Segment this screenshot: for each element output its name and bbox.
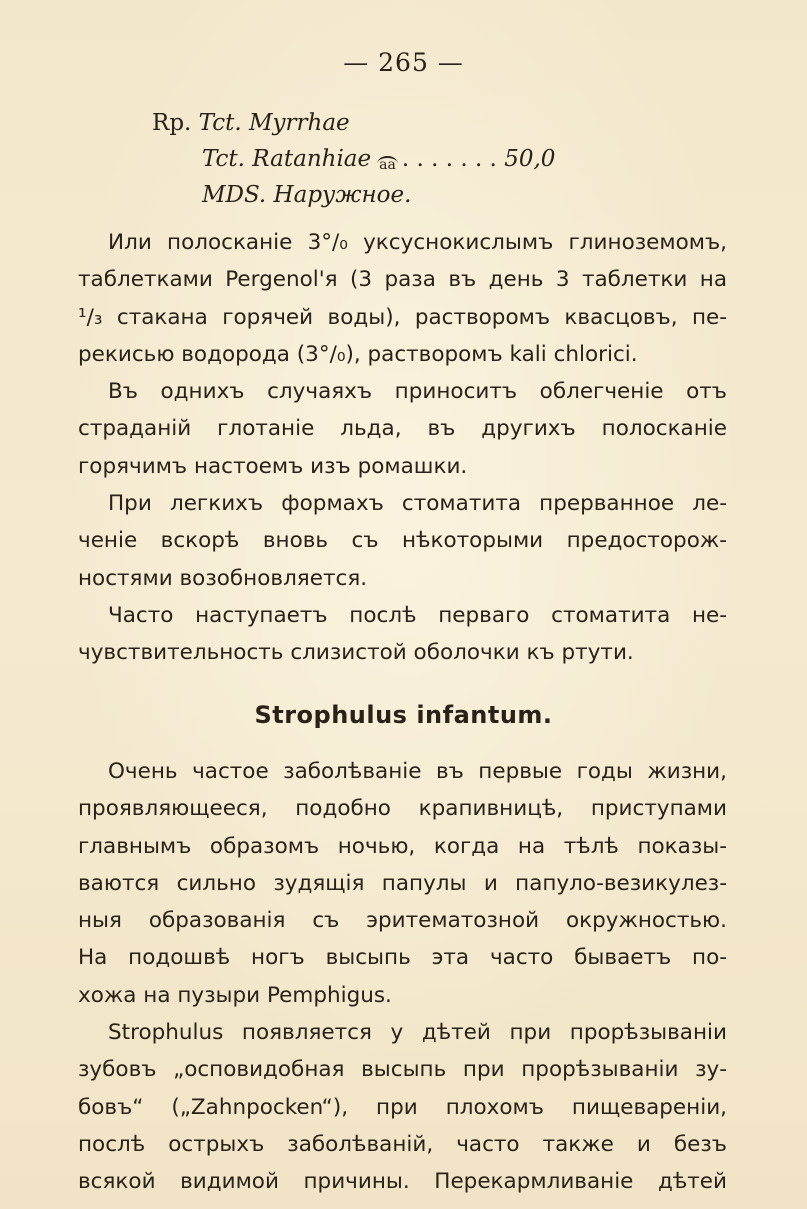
text-line: Или полосканіе 3°/₀ уксуснокислымъ глиноземомъ, [108,230,727,255]
text-line: Часто наступаетъ послѣ перваго стоматита не- [108,602,727,628]
text-line: ¹/₃ стакана горячей воды), растворомъ квасцовъ, пе- [78,304,727,330]
rp-label: Rp. [152,110,192,136]
prescription-instruction: MDS. Наружное. [202,182,412,208]
text-line: хожа на пузыри Pemphigus. [78,982,392,1008]
paragraph-causes [78,1014,727,1200]
text-line: чувствительность слизистой оболочки къ ртути. [78,640,634,666]
text-line: горячимъ настоемъ изъ ромашки. [78,453,468,479]
text-line: послѣ острыхъ заболѣваній, часто также и безъ [78,1131,727,1157]
text-line: ченіе вскорѣ вновь съ нѣкоторыми предосторож- [78,528,727,554]
text-line: При легкихъ формахъ стоматита прерванное ле- [108,491,727,517]
paragraph-mild-forms [78,485,727,597]
dosage-amount: 50,0 [504,146,556,172]
paragraph-insensitivity [78,597,727,672]
text-line: рекисью водорода (3°/₀), растворомъ kali chlorici. [78,341,638,367]
text-line: Въ однихъ случаяхъ приноситъ облегченіе отъ [108,379,727,405]
text-line: зубовъ „осповидобная высыпь при прорѣзываніи зу- [78,1057,727,1083]
text-line: страданій глотаніе льда, въ другихъ полосканіе [78,416,727,442]
text-block-bottom [78,753,727,1201]
ana-symbol: aa [379,157,396,173]
text-line: ностями возобновляется. [78,565,368,591]
section-heading: Strophulus infantum. [254,701,553,729]
prescription-block [152,105,712,213]
text-line: всякой видимой причины. Перекармливаніе дѣтей [78,1169,727,1195]
paragraph-relief [78,373,727,485]
text-line: главнымъ образомъ ночью, когда на тѣлѣ показы- [78,833,727,859]
ingredient-myrrhae: Tct. Myrrhae [198,110,350,136]
prescription-line-2 [152,141,712,177]
paragraph-gargle [78,224,727,373]
text-block-top [78,224,727,672]
text-line: таблетками Pergenol'я (3 раза въ день 3 таблетки на [78,267,727,293]
text-line: Очень частое заболѣваніе въ первые годы жизни, [108,759,727,784]
dot-leader: . . . . . . . [401,146,497,172]
prescription-line-1 [152,105,712,141]
ingredient-ratanhiae: Tct. Ratanhiae [202,146,372,172]
text-line: ваются сильно зудящія папулы и папуло-везикулез- [78,870,727,896]
text-line: бовъ“ („Zahnpocken“), при плохомъ пищевареніи, [78,1094,727,1120]
text-line: На подошвѣ ногъ высыпь эта часто бываетъ по- [78,945,727,971]
prescription-line-3 [152,177,712,213]
text-line: проявляющееся, подобно крапивницѣ, приступами [78,796,727,822]
text-line: ныя образованія съ эритематозной окружностью. [78,908,727,934]
page-number: — 265 — [343,48,464,77]
paragraph-description [78,753,727,1014]
text-line: Strophulus появляется у дѣтей при прорѣзываніи [108,1020,727,1046]
